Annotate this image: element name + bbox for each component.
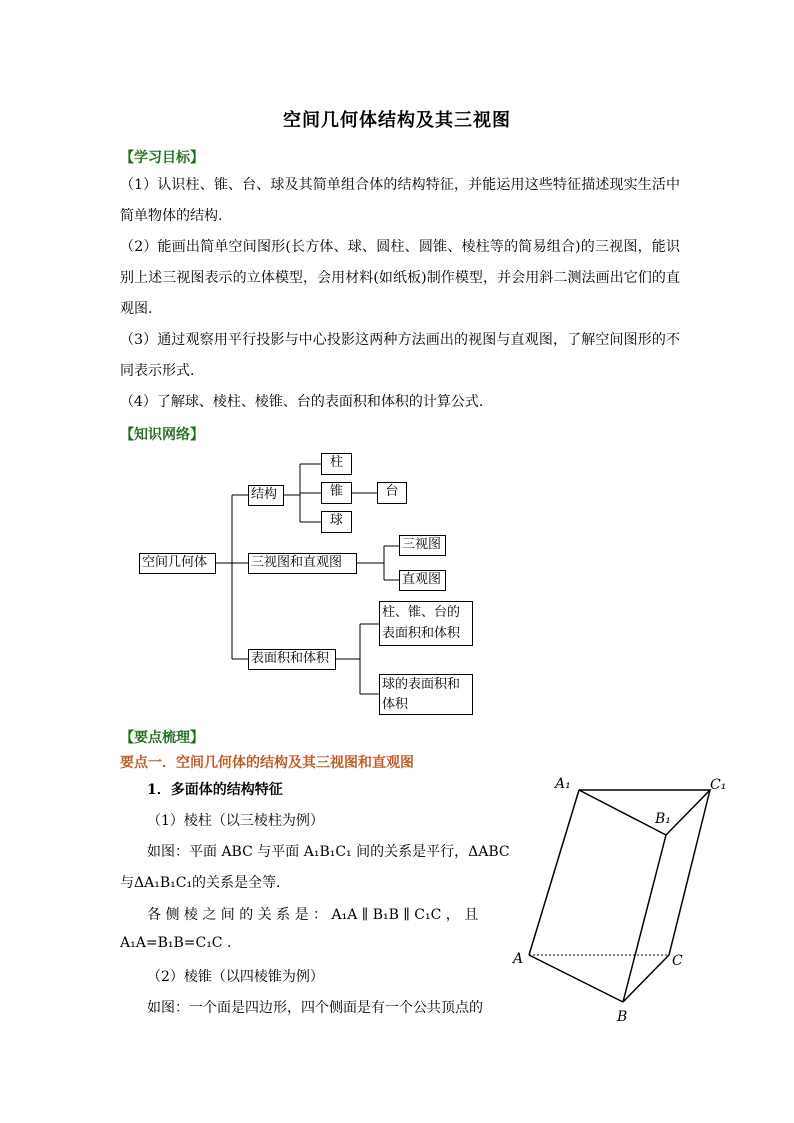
node-area-volume: 表面积和体积	[248, 649, 336, 670]
edge-bc	[623, 955, 669, 1002]
prism-description-line2: 与ΔA₁B₁C₁的关系是全等.	[120, 875, 281, 891]
edge-a1a	[529, 790, 579, 955]
node-solid-geometry: 空间几何体	[139, 553, 216, 574]
node-sphere: 球	[321, 511, 352, 533]
pyramid-title: （2）棱锥（以四棱锥为例）	[147, 969, 324, 985]
triangular-prism-figure	[500, 765, 740, 1030]
edge-ab	[529, 955, 623, 1002]
prism-title: （1）棱柱（以三棱柱为例）	[147, 813, 324, 829]
node-prism: 柱	[321, 453, 352, 475]
node-intuitive-view: 直观图	[399, 570, 446, 591]
goal-item-3: （3）通过观察用平行投影与中心投影这两种方法画出的视图与直观图，了解空间图形的不同表示形式.	[120, 332, 680, 379]
goal-item-4: （4）了解球、棱柱、棱锥、台的表面积和体积的计算公式.	[120, 394, 484, 410]
node-structure: 结构	[248, 485, 284, 506]
pyramid-description: 如图：一个面是四边形，四个侧面是有一个公共顶点的	[147, 1000, 483, 1016]
label-b: B	[617, 1009, 628, 1025]
node-three-views: 三视图和直观图	[248, 553, 357, 574]
label-a: A	[513, 951, 524, 967]
lateral-edges-line2: A₁A=B₁B=C₁C .	[120, 935, 232, 951]
goal-item-1: （1）认识柱、锥、台、球及其简单组合体的结构特征，并能运用这些特征描述现实生活中简单物体的结构.	[120, 177, 680, 224]
page-title: 空间几何体结构及其三视图	[283, 110, 511, 131]
edge-b1b	[623, 835, 666, 1002]
label-b1: B₁	[655, 811, 671, 827]
key-points-heading: 【要点梳理】	[120, 730, 204, 746]
knowledge-network-heading: 【知识网络】	[120, 427, 204, 443]
goal-item-2: （2）能画出简单空间图形(长方体、球、圆柱、圆锥、棱柱等的简易组合)的三视图，能识别上述三视图表示的立体模型，会用材料(如纸板)制作模型，并会用斜二测法画出它们的直观图.	[120, 239, 680, 317]
node-frustum: 台	[377, 482, 407, 504]
label-c1: C₁	[710, 777, 727, 793]
key-point-1-title: 要点一．空间几何体的结构及其三视图和直观图	[120, 755, 414, 771]
node-area-sphere: 球的表面积和体积	[379, 674, 473, 715]
node-cone: 锥	[321, 482, 352, 504]
label-a1: A₁	[555, 776, 571, 792]
prism-description-line1: 如图：平面 ABC 与平面 A₁B₁C₁ 间的关系是平行，ΔABC	[147, 844, 510, 860]
node-three-view: 三视图	[399, 535, 446, 556]
edge-c1c	[669, 790, 710, 955]
lateral-edges-line1: 各 侧 棱 之 间 的 关 系 是 ： A₁A ∥ B₁B ∥ C₁C ， 且	[147, 907, 479, 923]
label-c: C	[672, 953, 683, 969]
learning-goals-heading: 【学习目标】	[120, 150, 204, 166]
prism-top-face	[579, 790, 710, 835]
node-area-prism-cone: 柱、锥、台的表面积和体积	[379, 601, 473, 646]
polyhedron-subheading: 1．多面体的结构特征	[147, 782, 283, 798]
